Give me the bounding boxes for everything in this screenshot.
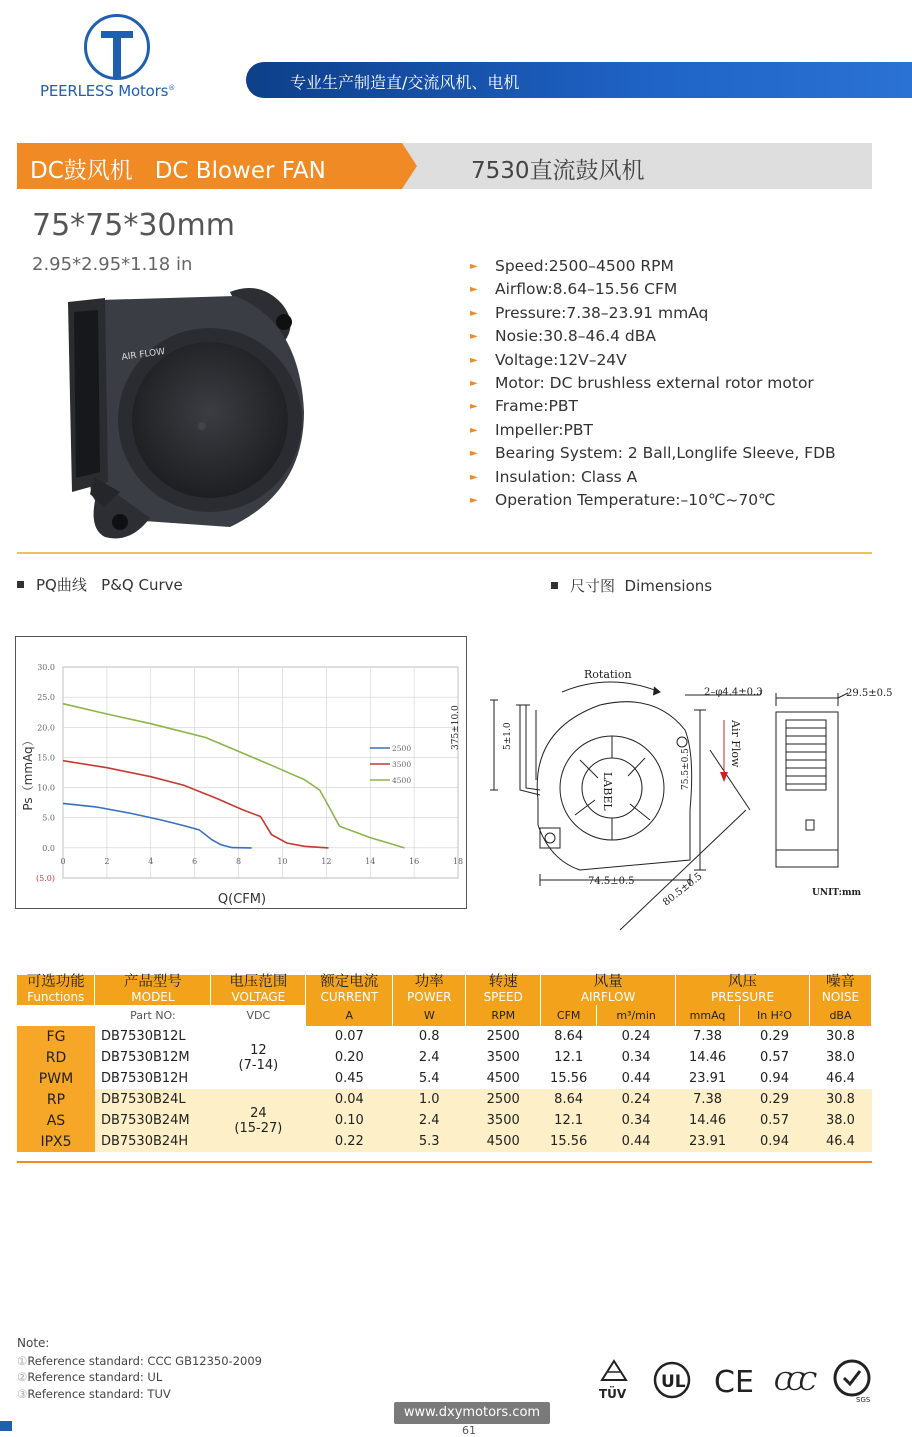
x-tick-label: 4 bbox=[148, 856, 154, 866]
function-cell: RP bbox=[17, 1089, 95, 1110]
spec-item: ► Insulation: Class A bbox=[470, 466, 890, 489]
arrow-right-icon: ► bbox=[470, 424, 478, 436]
current-cell: 0.07 bbox=[306, 1026, 393, 1047]
brand-logo bbox=[84, 14, 150, 80]
cfm-cell: 12.1 bbox=[541, 1047, 597, 1068]
note-title: Note: bbox=[17, 1336, 50, 1350]
y-axis-label: Ps（mmAq） bbox=[21, 734, 35, 811]
header-speed: 转速 SPEED bbox=[466, 975, 541, 1005]
speed-cell: 3500 bbox=[466, 1110, 541, 1131]
spec-table bbox=[17, 975, 872, 1152]
y-tick-label: (5.0) bbox=[36, 874, 55, 883]
note-item: ①Reference standard: CCC GB12350-2009 bbox=[17, 1354, 262, 1368]
x-tick-label: 6 bbox=[192, 856, 198, 866]
arrow-right-icon: ► bbox=[470, 494, 478, 506]
thickness-dim: 29.5±0.5 bbox=[846, 688, 893, 699]
airflow-dim-label: Air Flow bbox=[729, 720, 742, 768]
power-cell: 2.4 bbox=[393, 1110, 466, 1131]
arrow-right-icon: ► bbox=[470, 471, 478, 483]
spec-item: ► Bearing System: 2 Ball,Longlife Sleeve, FDB bbox=[470, 442, 890, 465]
x-tick-label: 10 bbox=[277, 856, 288, 866]
model-cell: DB7530B12L bbox=[95, 1026, 211, 1047]
y-tick-label: 5.0 bbox=[42, 813, 55, 823]
dba-cell: 30.8 bbox=[809, 1026, 871, 1047]
inh2o-cell: 0.94 bbox=[740, 1068, 810, 1089]
website-url[interactable]: www.dxymotors.com bbox=[394, 1402, 550, 1424]
arrow-right-icon: ► bbox=[470, 261, 478, 272]
svg-text:SGS: SGS bbox=[856, 1396, 871, 1404]
table-row bbox=[17, 1068, 872, 1089]
table-unit-row bbox=[17, 1005, 872, 1026]
corner-accent bbox=[0, 1421, 12, 1431]
unit-label: UNIT:mm bbox=[812, 888, 862, 898]
model-cell: DB7530B12M bbox=[95, 1047, 211, 1068]
cfm-cell: 8.64 bbox=[541, 1089, 597, 1110]
table-row bbox=[17, 1047, 872, 1068]
x-tick-label: 8 bbox=[236, 856, 242, 866]
product-category-title: DC鼓风机 DC Blower FAN bbox=[30, 158, 326, 184]
unit-w: W bbox=[393, 1005, 466, 1026]
function-cell: PWM bbox=[17, 1068, 95, 1089]
current-cell: 0.04 bbox=[306, 1089, 393, 1110]
note-item: ③Reference standard: TUV bbox=[17, 1387, 171, 1401]
inh2o-cell: 0.57 bbox=[740, 1110, 810, 1131]
spec-item: ► Frame:PBT bbox=[470, 395, 890, 418]
product-model-title: 7530直流鼓风机 bbox=[471, 158, 645, 184]
size-mm: 75*75*30mm bbox=[32, 208, 235, 243]
spec-item: ► Pressure:7.38–23.91 mmAq bbox=[470, 302, 890, 325]
header-voltage: 电压范围 VOLTAGE bbox=[211, 975, 306, 1005]
speed-cell: 2500 bbox=[466, 1026, 541, 1047]
cfm-cell: 15.56 bbox=[541, 1131, 597, 1152]
y-tick-label: 25.0 bbox=[37, 693, 55, 703]
inh2o-cell: 0.57 bbox=[740, 1047, 810, 1068]
table-row bbox=[17, 1026, 872, 1047]
brand-name: PEERLESS Motors® bbox=[40, 82, 176, 100]
power-cell: 1.0 bbox=[393, 1089, 466, 1110]
voltage-cell: 12 (7-14) bbox=[211, 1026, 306, 1089]
dimensions-heading: 尺寸图 Dimensions bbox=[551, 575, 712, 596]
arrow-right-icon: ► bbox=[470, 284, 478, 296]
unit-vdc: VDC bbox=[211, 1005, 306, 1026]
header-pressure: 风压 PRESSURE bbox=[676, 975, 810, 1005]
y-tick-label: 15.0 bbox=[37, 753, 55, 763]
function-cell: RD bbox=[17, 1047, 95, 1068]
height-dim: 75.5±0.5 bbox=[681, 748, 691, 790]
svg-text:UL: UL bbox=[661, 1372, 686, 1392]
speed-cell: 4500 bbox=[466, 1068, 541, 1089]
ul-cert-icon bbox=[652, 1360, 692, 1400]
tuv-cert-icon bbox=[596, 1358, 632, 1402]
section-divider bbox=[17, 552, 872, 554]
spec-item: ► Motor: DC brushless external rotor motor bbox=[470, 372, 890, 395]
unit-mmaq: mmAq bbox=[676, 1005, 740, 1026]
unit-dba: dBA bbox=[809, 1005, 871, 1026]
fan-label-text: LABEL bbox=[601, 772, 614, 811]
y-tick-label: 30.0 bbox=[37, 663, 55, 672]
x-tick-label: 0 bbox=[60, 856, 66, 866]
mmaq-cell: 23.91 bbox=[676, 1131, 740, 1152]
slogan: 专业生产制造直/交流风机、电机 bbox=[290, 73, 520, 92]
wire-strip-dim: 5±1.0 bbox=[503, 722, 513, 750]
inh2o-cell: 0.29 bbox=[740, 1089, 810, 1110]
note-item: ②Reference standard: UL bbox=[17, 1370, 163, 1384]
sgs-cert-icon bbox=[830, 1358, 876, 1404]
m3-cell: 0.24 bbox=[597, 1089, 676, 1110]
speed-cell: 2500 bbox=[466, 1089, 541, 1110]
unit-m3min: m³/min bbox=[597, 1005, 676, 1026]
svg-text:CE: CE bbox=[714, 1365, 754, 1400]
mmaq-cell: 23.91 bbox=[676, 1068, 740, 1089]
dba-cell: 38.0 bbox=[809, 1047, 871, 1068]
airflow-text: AIR FLOW bbox=[121, 346, 166, 363]
ce-cert-icon bbox=[712, 1362, 756, 1398]
dba-cell: 38.0 bbox=[809, 1110, 871, 1131]
unit-cfm: CFM bbox=[541, 1005, 597, 1026]
spec-list bbox=[470, 255, 890, 512]
svg-text:TÜV: TÜV bbox=[599, 1387, 627, 1401]
blower-fan-image bbox=[60, 282, 310, 544]
pq-chart bbox=[16, 637, 466, 908]
width-dim: 74.5±0.5 bbox=[588, 876, 635, 887]
model-cell: DB7530B12H bbox=[95, 1068, 211, 1089]
header-power: 功率 POWER bbox=[393, 975, 466, 1005]
current-cell: 0.20 bbox=[306, 1047, 393, 1068]
spec-item: ► Impeller:PBT bbox=[470, 419, 890, 442]
cfm-cell: 15.56 bbox=[541, 1068, 597, 1089]
m3-cell: 0.44 bbox=[597, 1131, 676, 1152]
legend-label-4500: 4500 bbox=[392, 776, 412, 785]
y-tick-label: 10.0 bbox=[37, 783, 55, 793]
arrow-right-icon: ► bbox=[470, 401, 478, 413]
mmaq-cell: 7.38 bbox=[676, 1026, 740, 1047]
function-cell: AS bbox=[17, 1110, 95, 1131]
spec-item: ► Speed:2500–4500 RPM bbox=[470, 255, 890, 278]
power-cell: 2.4 bbox=[393, 1047, 466, 1068]
cfm-cell: 8.64 bbox=[541, 1026, 597, 1047]
bullet-square-icon bbox=[551, 582, 558, 589]
current-cell: 0.22 bbox=[306, 1131, 393, 1152]
x-tick-label: 16 bbox=[409, 856, 420, 866]
inh2o-cell: 0.94 bbox=[740, 1131, 810, 1152]
arrow-right-icon: ► bbox=[470, 377, 478, 389]
unit-inh2o: In H²O bbox=[740, 1005, 810, 1026]
table-bottom-line bbox=[17, 1161, 872, 1163]
table-header-row bbox=[17, 975, 872, 1005]
unit-rpm: RPM bbox=[466, 1005, 541, 1026]
header-noise: 噪音 NOISE bbox=[809, 975, 871, 1005]
rotation-label: Rotation bbox=[584, 668, 632, 681]
speed-cell: 3500 bbox=[466, 1047, 541, 1068]
header-current: 额定电流 CURRENT bbox=[306, 975, 393, 1005]
current-cell: 0.45 bbox=[306, 1068, 393, 1089]
m3-cell: 0.44 bbox=[597, 1068, 676, 1089]
arrow-right-icon: ► bbox=[470, 331, 478, 343]
logo-t-icon bbox=[87, 17, 147, 77]
mmaq-cell: 14.46 bbox=[676, 1047, 740, 1068]
header-model: 产品型号 MODEL bbox=[95, 975, 211, 1005]
current-cell: 0.10 bbox=[306, 1110, 393, 1131]
y-tick-label: 0.0 bbox=[42, 843, 55, 853]
model-cell: DB7530B24H bbox=[95, 1131, 211, 1152]
table-row bbox=[17, 1110, 872, 1131]
legend-label-3500: 3500 bbox=[392, 760, 412, 769]
ccc-cert-icon bbox=[772, 1362, 816, 1398]
model-cell: DB7530B24L bbox=[95, 1089, 211, 1110]
speed-cell: 4500 bbox=[466, 1131, 541, 1152]
size-inch: 2.95*2.95*1.18 in bbox=[32, 254, 193, 275]
voltage-cell: 24 (15-27) bbox=[211, 1089, 306, 1152]
pq-chart-frame bbox=[15, 636, 467, 909]
hole-dim: 2–φ4.4±0.3 bbox=[704, 687, 763, 698]
power-cell: 0.8 bbox=[393, 1026, 466, 1047]
unit-part-no: Part NO: bbox=[95, 1005, 211, 1026]
arrow-right-icon: ► bbox=[470, 307, 478, 319]
table-row bbox=[17, 1089, 872, 1110]
inh2o-cell: 0.29 bbox=[740, 1026, 810, 1047]
function-cell: FG bbox=[17, 1026, 95, 1047]
mmaq-cell: 14.46 bbox=[676, 1110, 740, 1131]
arrow-right-icon: ► bbox=[470, 448, 478, 460]
wire-length-dim: 375±10.0 bbox=[451, 705, 461, 750]
unit-a: A bbox=[306, 1005, 393, 1026]
spec-item: ► Nosie:30.8–46.4 dBA bbox=[470, 325, 890, 348]
x-axis-label: Q(CFM) bbox=[217, 892, 267, 907]
x-tick-label: 14 bbox=[365, 856, 376, 866]
x-tick-label: 2 bbox=[104, 856, 110, 866]
bullet-square-icon bbox=[17, 581, 24, 588]
page-number: 61 bbox=[462, 1424, 476, 1437]
m3-cell: 0.24 bbox=[597, 1026, 676, 1047]
x-tick-label: 18 bbox=[452, 856, 464, 866]
power-cell: 5.4 bbox=[393, 1068, 466, 1089]
diagonal-dim: 80.5±0.5 bbox=[661, 871, 705, 909]
spec-item: ► Operation Temperature:–10℃~70℃ bbox=[470, 489, 890, 512]
m3-cell: 0.34 bbox=[597, 1110, 676, 1131]
spec-item: ► Voltage:12V–24V bbox=[470, 349, 890, 372]
power-cell: 5.3 bbox=[393, 1131, 466, 1152]
m3-cell: 0.34 bbox=[597, 1047, 676, 1068]
dba-cell: 46.4 bbox=[809, 1068, 871, 1089]
mmaq-cell: 7.38 bbox=[676, 1089, 740, 1110]
legend-label-2500: 2500 bbox=[392, 744, 412, 753]
svg-text:CCC: CCC bbox=[774, 1368, 812, 1396]
dba-cell: 46.4 bbox=[809, 1131, 871, 1152]
dba-cell: 30.8 bbox=[809, 1089, 871, 1110]
function-cell: IPX5 bbox=[17, 1131, 95, 1152]
arrow-right-icon: ► bbox=[470, 354, 478, 366]
table-row bbox=[17, 1131, 872, 1152]
x-tick-label: 12 bbox=[321, 856, 332, 866]
header-airflow: 风量 AIRFLOW bbox=[541, 975, 676, 1005]
header-functions: 可选功能 Functions bbox=[17, 975, 95, 1005]
cfm-cell: 12.1 bbox=[541, 1110, 597, 1131]
y-tick-label: 20.0 bbox=[37, 723, 55, 733]
model-cell: DB7530B24M bbox=[95, 1110, 211, 1131]
pq-curve-heading: PQ曲线 P&Q Curve bbox=[17, 574, 183, 595]
spec-item: ► Airflow:8.64–15.56 CFM bbox=[470, 278, 890, 301]
